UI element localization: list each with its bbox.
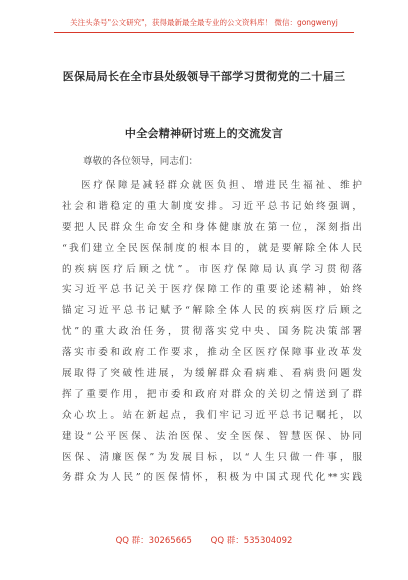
body-line: 医疗保障是减轻群众就医负担、增进民生福祉、维护	[81, 180, 362, 191]
footer-contacts	[0, 534, 408, 546]
body-line: 落实市委和政府工作要求，推动全区医疗保障事业改革发	[62, 347, 362, 359]
salutation: 尊敬的各位领导，同志们：	[83, 156, 199, 167]
body-line: 挥了重要作用，把市委和政府对群众的关切之情送到了群	[62, 388, 362, 400]
body-line: “我们建立全民医保制度的根本目的，就是要解除全体人民	[62, 242, 362, 254]
body-paragraph	[62, 176, 362, 489]
body-line: 众心坎上。站在新起点，我们牢记习近平总书记嘱托，以	[62, 409, 362, 421]
body-line: 展取得了突破性进展，为缓解群众看病难、看病贵问题发	[62, 368, 362, 380]
body-line: 务群众为人民”的医保情怀，积极为中国式现代化**实践	[62, 472, 362, 484]
body-line: 建设“公平医保、法治医保、安全医保、智慧医保、协同	[62, 430, 362, 442]
body-line: 实习近平总书记关于医疗保障工作的重要论述精神，始终	[62, 284, 362, 296]
body-line: 忧”的重大政治任务，贯彻落实党中央、国务院决策部署	[62, 326, 362, 338]
document-title-line-1: 医保局局长在全市县处级领导干部学习贯彻党的二十届三	[62, 70, 346, 83]
document-title-line-2: 中全会精神研讨班上的交流发言	[124, 127, 284, 140]
body-line: 社会和谐稳定的重大制度安排。习近平总书记始终强调，	[62, 200, 362, 212]
header-notice: 关注头条号"公文研究"，获得最新最全最专业的公文资料库！ 微信：gongwenyj	[70, 18, 338, 27]
body-line: 要把人民群众生命安全和身体健康放在第一位，深刻指出	[62, 221, 362, 233]
header-divider	[54, 32, 354, 33]
footer-qq-group-1: QQ 群：30265665	[115, 536, 192, 546]
body-line: 锚定习近平总书记赋予“解除全体人民的疾病医疗后顾之	[62, 305, 362, 317]
body-line: 医保、清廉医保”为发展目标，以“人生只做一件事，服	[62, 451, 362, 463]
footer-qq-group-2: QQ 群：535304092	[210, 536, 293, 546]
body-line: 的疾病医疗后顾之忧”。市医疗保障局认真学习贯彻落	[62, 263, 362, 275]
